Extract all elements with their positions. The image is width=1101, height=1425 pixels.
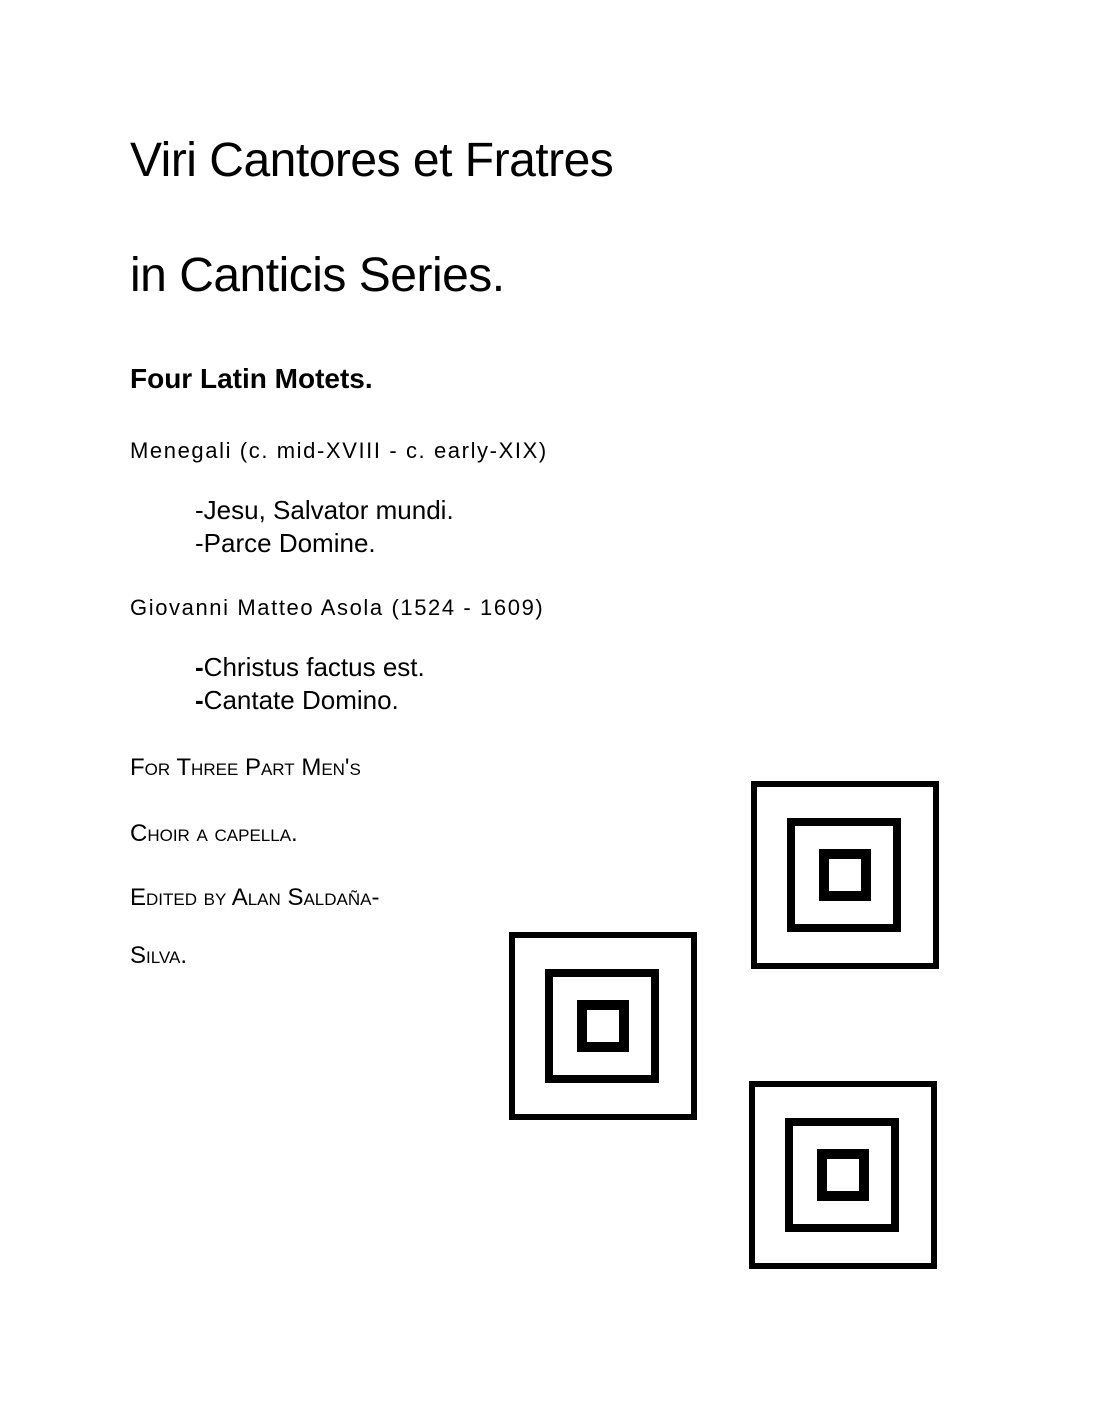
motet-list-menegali — [195, 494, 454, 560]
composer-menegali: Menegali (c. mid-XVIII - c. early-XIX) — [130, 438, 548, 463]
motet-item — [195, 494, 454, 527]
subtitle: Four Latin Motets. — [130, 363, 373, 394]
motet-item — [195, 651, 425, 684]
editor-line-1: Edited by Alan Saldaña- — [130, 884, 380, 911]
motet-dash: - — [195, 528, 204, 558]
scoring-line-1: For Three Part Men's — [130, 754, 361, 781]
title-line-1: Viri Cantores et Fratres — [130, 134, 614, 187]
motet-title: Jesu, Salvator mundi. — [203, 495, 454, 525]
motet-dash: - — [195, 652, 204, 682]
motet-item — [195, 684, 425, 717]
scoring-line-2: Choir a capella. — [130, 820, 298, 847]
composer-asola: Giovanni Matteo Asola (1524 - 1609) — [130, 595, 545, 620]
motet-dash: - — [195, 495, 204, 525]
motet-title: Parce Domine. — [203, 528, 376, 558]
editor-line-2: Silva. — [130, 942, 188, 969]
motet-title: Christus factus est. — [203, 652, 425, 682]
motet-item — [195, 527, 454, 560]
title-line-2: in Canticis Series. — [130, 249, 505, 302]
motet-dash: - — [195, 685, 204, 715]
concentric-squares-icon — [509, 932, 697, 1120]
motet-list-asola — [195, 651, 425, 717]
motet-title: Cantate Domino. — [203, 685, 399, 715]
concentric-squares-icon — [749, 1081, 937, 1269]
concentric-squares-icon — [751, 781, 939, 969]
